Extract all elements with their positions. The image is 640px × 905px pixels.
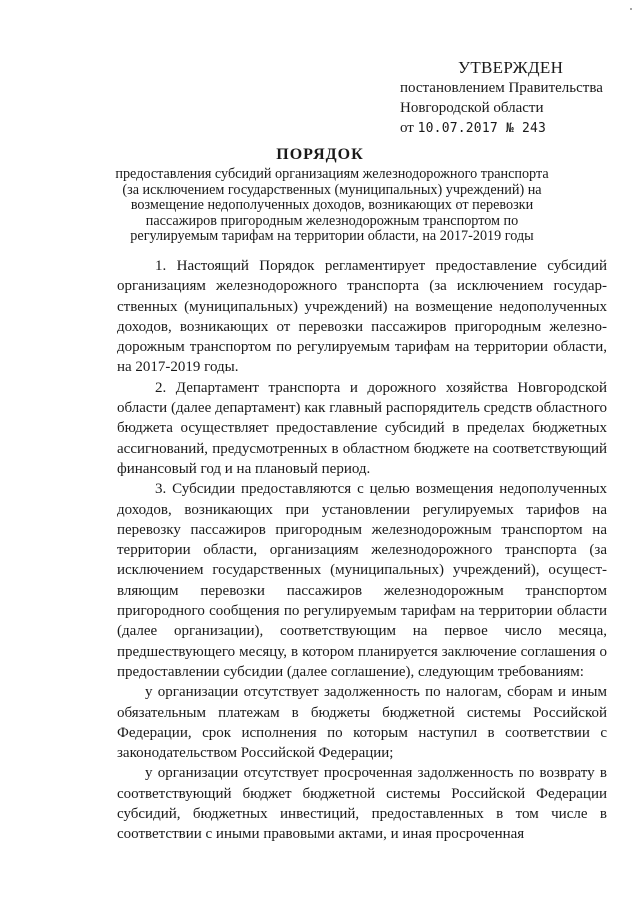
document-title: ПОРЯДОК	[276, 146, 364, 163]
paragraph-2: 2. Департамент транспорта и дорожного хозяйства Новгородской области (далее департамент) как главный распорядитель средств областного бюджета осуществляет предоставление субсидий в пределах бюджетных ассигнований, предусмотренных в областном бюджете на соответствующий финансовый год и на плановый период.	[117, 379, 607, 477]
approval-date-number: 10.07.2017 № 243	[417, 121, 547, 136]
subtitle-line: регулируемым тарифам на территории области, на 2017-2019 годы	[130, 228, 534, 244]
document-body	[117, 256, 607, 845]
requirement-item-2: у организации отсутствует просроченная задолженность по возврату в соответствующий бюджет бюджетной системы Российской Федерации субсидий, бюджетных инвестиций, предоставленных в том числе в соответствии с иными правовыми актами, и иная просроченная	[117, 765, 607, 843]
subtitle-line: предоставления субсидий организациям железнодорожного транспорта	[115, 166, 549, 182]
paragraph-3: 3. Субсидии предоставляются с целью возмещения недополученных доходов, возникающих при установлении регулируемых тарифов на перевозку пассажиров пригородным железнодорожным транспортом на территории области, организациям железнодорожного транспорта (за исключением государственных (муниципальных) учреждений), осуществляющим перевозки пассажиров железнодорожным транспортом пригородного сообщения по регулируемым тарифам на территории области (далее организации), соответствующим на первое число месяца, предшествующего месяцу, в котором планируется заключение соглашения о предоставлении субсидии (далее соглашение), следующим требованиям:	[117, 481, 607, 680]
approval-stamp-block	[400, 58, 603, 139]
subtitle-line: (за исключением государственных (муниципальных) учреждений) на	[122, 181, 542, 198]
paragraph-1: 1. Настоящий Порядок регламентирует предоставление субсидий организациям железнодорожного транспорта (за исключением государственных (муниципальных) учреждений) на возмещение недополученных доходов, возникающих от перевозки пассажиров пригородным железнодорожным транспортом по регулируемым тарифам на территории области, на 2017-2019 годы.	[117, 258, 607, 376]
approval-date-prefix: от	[400, 120, 414, 136]
approved-label: УТВЕРЖДЕН	[458, 58, 564, 77]
document-subtitle	[112, 167, 552, 245]
approval-date-line	[400, 118, 603, 139]
subtitle-line: пассажиров пригородным железнодорожным транспортом по	[145, 212, 519, 229]
approval-line-2: Новгородской области	[400, 100, 544, 116]
approval-line-1: постановлением Правительства	[400, 80, 603, 96]
requirement-item-1: у организации отсутствует задолженность по налогам, сборам и иным обязательным платежам в бюджеты бюджетной системы Российской Федерации, срок исполнения по которым наступил в соответствии с законодательством Российской Федерации;	[117, 684, 607, 762]
subtitle-line: возмещение недополученных доходов, возникающих от перевозки	[130, 197, 534, 213]
scan-speck	[630, 8, 632, 10]
